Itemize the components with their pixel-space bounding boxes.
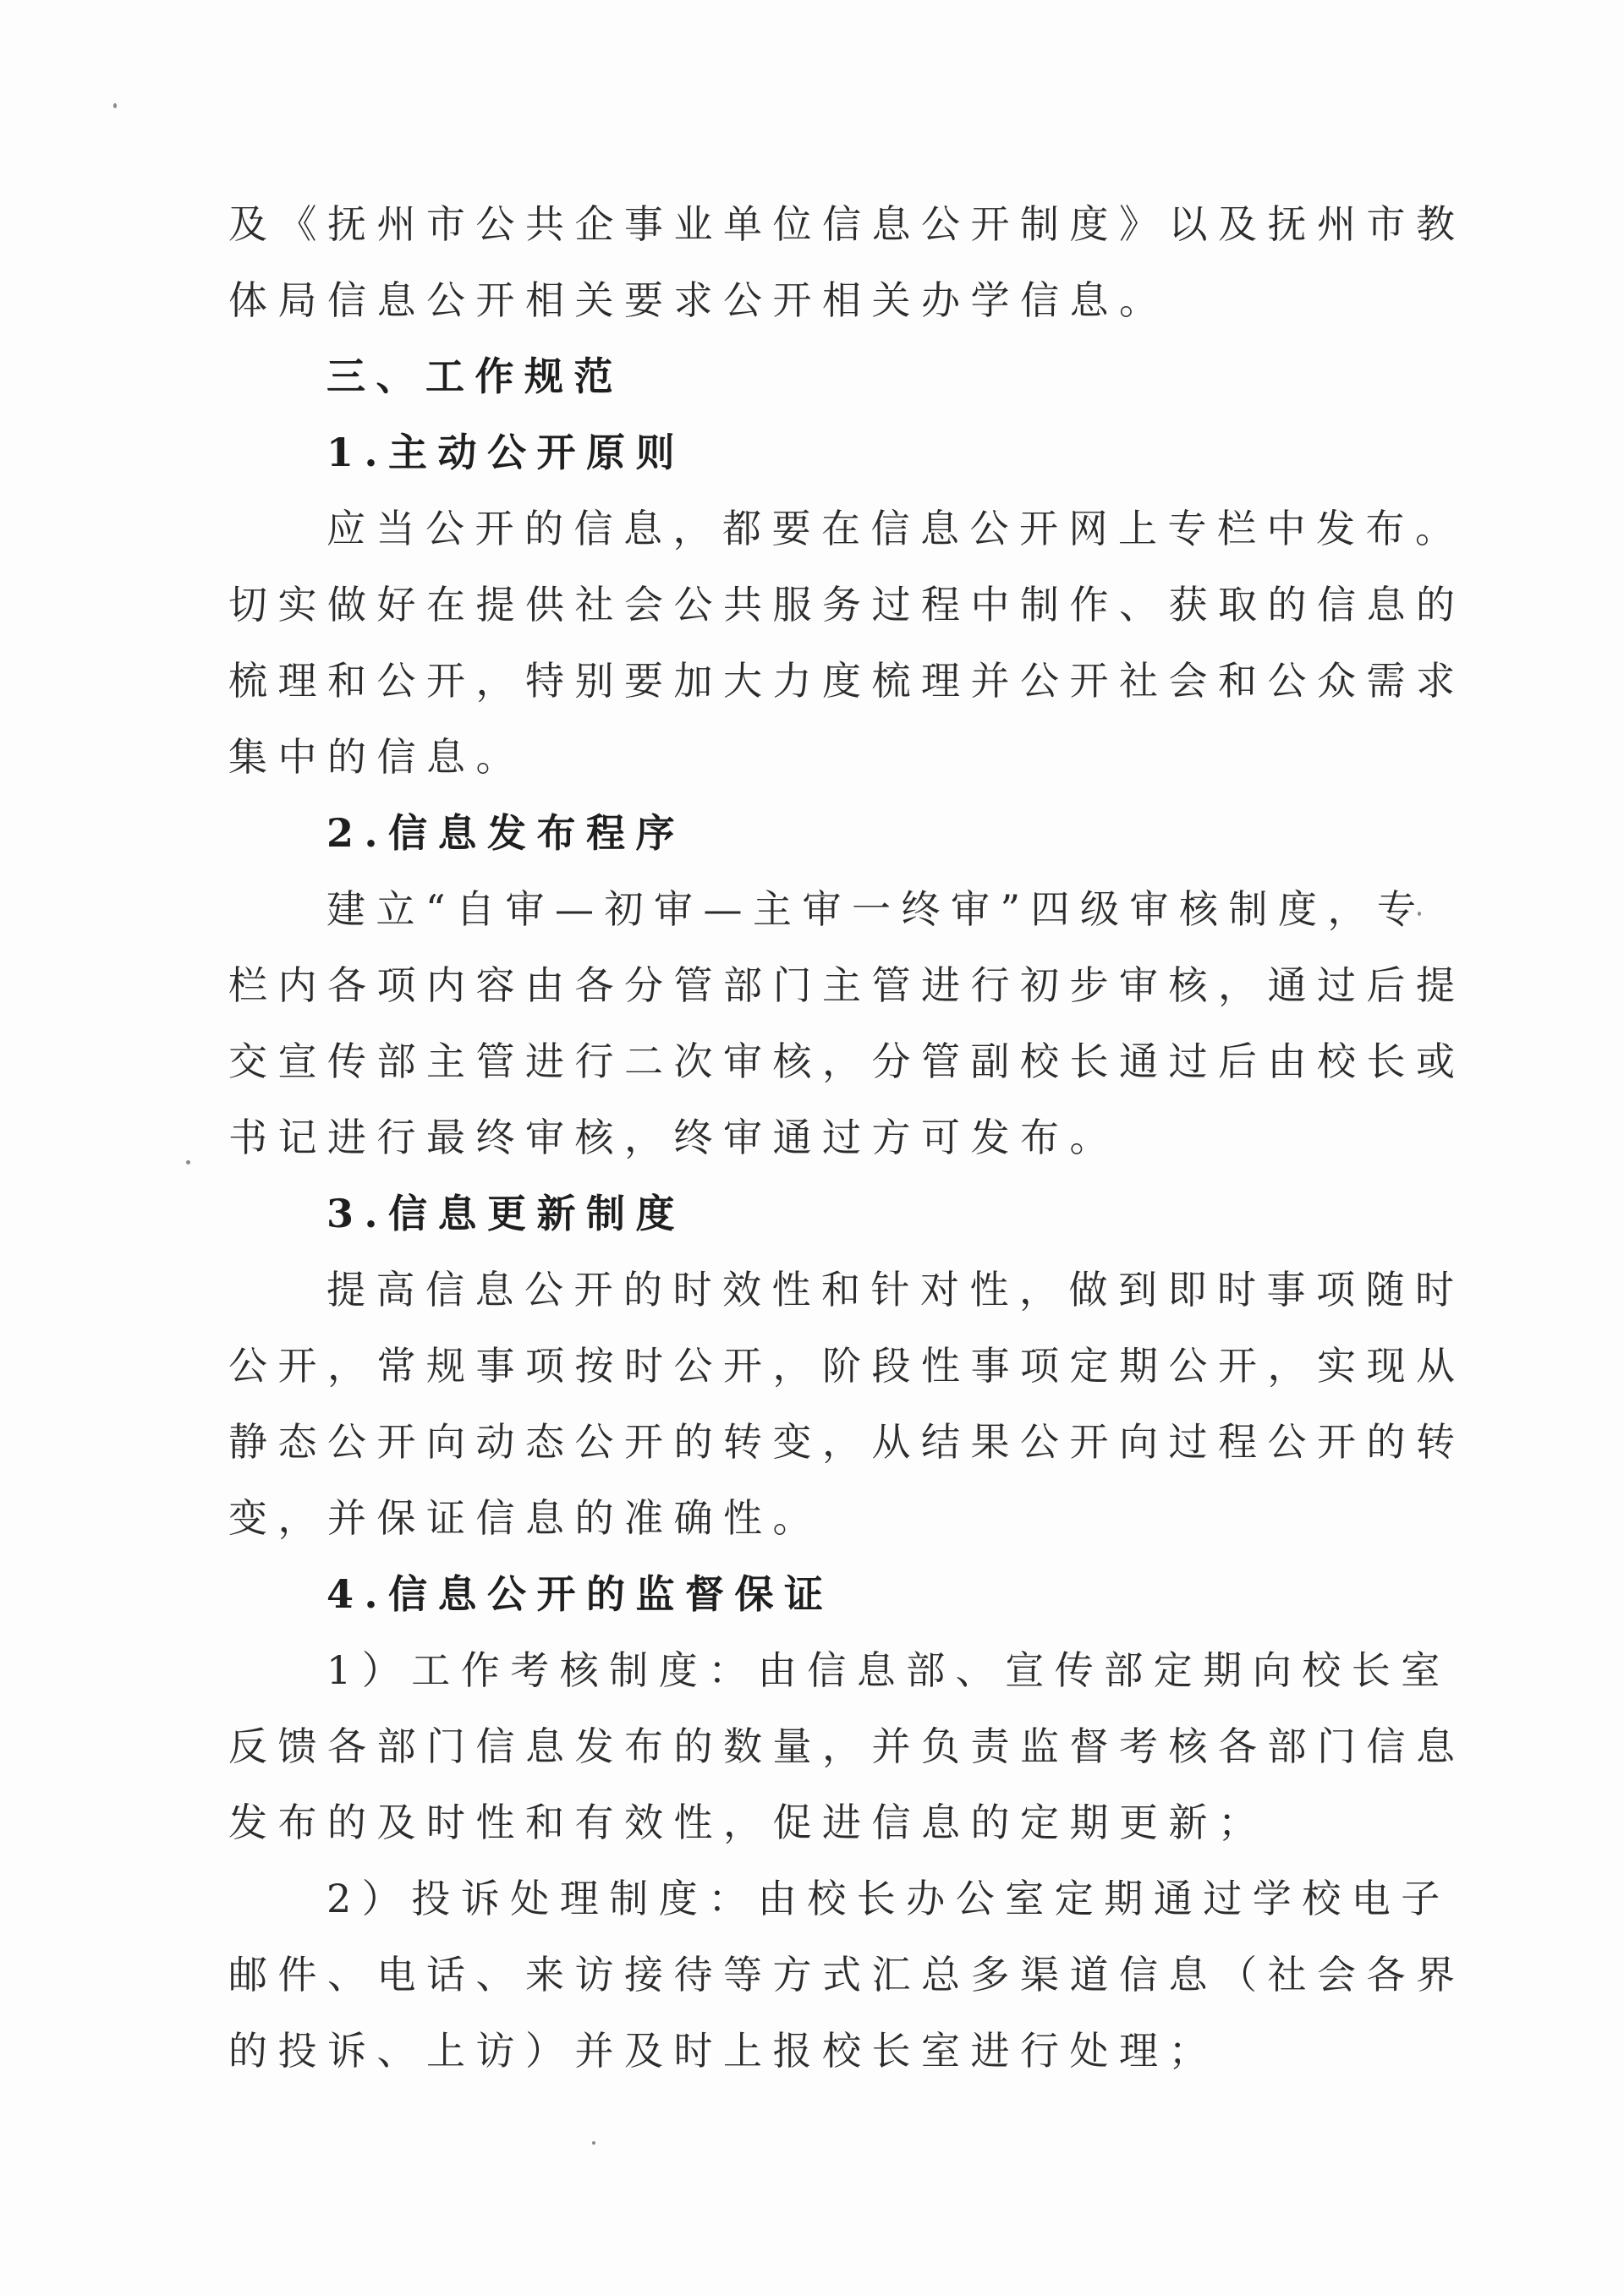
item-heading-4: 4.信息公开的监督保证 — [326, 1571, 834, 1617]
body-text-line: 交宣传部主管进行二次审核，分管副校长通过后由校长或 — [228, 1038, 1466, 1084]
item-heading-1: 1.主动公开原则 — [326, 430, 686, 475]
scan-speck — [186, 1160, 190, 1164]
body-text-line: 公开，常规事项按时公开，阶段性事项定期公开，实现从 — [228, 1343, 1466, 1389]
scan-speck — [113, 103, 117, 108]
body-text-line: 集中的信息。 — [228, 734, 525, 780]
body-text-line: 邮件、电话、来访接待等方式汇总多渠道信息（社会各界 — [228, 1952, 1466, 1997]
body-text-line: 静态公开向动态公开的转变，从结果公开向过程公开的转 — [228, 1419, 1466, 1465]
body-text-line: 的投诉、上访）并及时上报校长室进行处理； — [228, 2028, 1218, 2074]
item-heading-3: 3.信息更新制度 — [326, 1191, 686, 1236]
document-body — [228, 186, 1466, 2089]
section-heading: 三、工作规范 — [326, 353, 623, 399]
body-text-line: 应当公开的信息，都要在信息公开网上专栏中发布。 — [326, 506, 1465, 551]
body-text-line: 及《抚州市公共企事业单位信息公开制度》以及抚州市教 — [228, 201, 1466, 247]
body-text-line: 建立“自审—初审—主审一终审”四级审核制度，专 — [326, 886, 1427, 932]
body-text-line: 书记进行最终审核，终审通过方可发布。 — [228, 1115, 1119, 1160]
body-text-line: 体局信息公开相关要求公开相关办学信息。 — [228, 277, 1169, 323]
body-text-line: 梳理和公开，特别要加大力度梳理并公开社会和公众需求 — [228, 658, 1466, 704]
body-text-line: 1）工作考核制度：由信息部、宣传部定期向校长室 — [326, 1647, 1451, 1693]
body-text-line: 反馈各部门信息发布的数量，并负责监督考核各部门信息 — [228, 1723, 1466, 1769]
body-text-line: 变，并保证信息的准确性。 — [228, 1495, 822, 1541]
body-text-line: 栏内各项内容由各分管部门主管进行初步审核，通过后提 — [228, 962, 1466, 1008]
body-text-line: 发布的及时性和有效性，促进信息的定期更新； — [228, 1800, 1268, 1845]
item-heading-2: 2.信息发布程序 — [326, 810, 686, 856]
scan-speck — [592, 2141, 595, 2145]
body-text-line: 切实做好在提供社会公共服务过程中制作、获取的信息的 — [228, 582, 1466, 627]
body-text-line: 2）投诉处理制度：由校长办公室定期通过学校电子 — [326, 1876, 1451, 1921]
body-text-line: 提高信息公开的时效性和针对性，做到即时事项随时 — [326, 1267, 1465, 1312]
